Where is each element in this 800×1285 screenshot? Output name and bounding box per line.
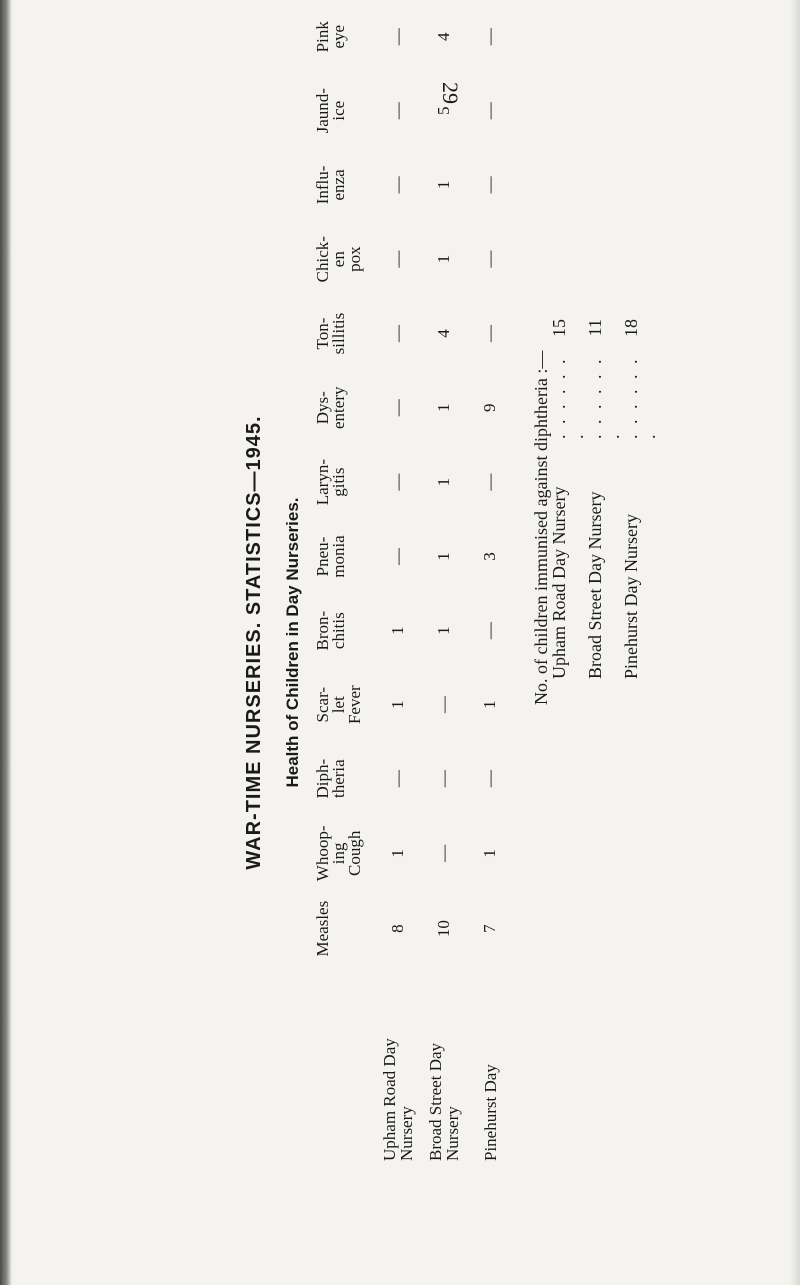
col-header-label: Jaund- ice [313,88,348,134]
table-cell: 1 [388,700,407,709]
table-cell: — [388,176,407,194]
table-cell: — [434,844,453,862]
leader-dots: . . . . . . . [585,356,623,439]
immunisation-summary [532,319,658,705]
col-header [315,222,375,297]
col-header [315,816,375,891]
table-cell: — [480,622,499,640]
table-cell: — [388,102,407,120]
table-cell: 4 [434,329,453,338]
table-cell: 1 [434,477,453,487]
table-cell: — [480,176,499,194]
table-cell: 1 [434,552,453,561]
table-cell: 4 [434,32,453,41]
col-header [315,296,375,370]
table-cell: 7 [480,924,499,933]
table-cell: — [388,28,407,46]
immunised-count: 15 [549,319,569,337]
col-header-label: Measles [313,900,332,957]
table-cell: 1 [434,403,453,412]
col-header-label: Bron- chitis [313,610,348,651]
table-cell: 1 [480,700,499,709]
page-title: WAR-TIME NURSERIES. STATISTICS—1945. [243,415,265,870]
table-cell: — [434,696,453,714]
table-cell: 3 [480,552,499,561]
col-header-label: Influ- enza [313,165,348,205]
table-cell: — [480,102,499,120]
col-header [315,445,375,520]
col-header [315,668,375,742]
col-header-label: Laryn- gitis [313,459,348,506]
nursery-name: Upham Road Day Nursery [549,486,569,679]
col-header [315,742,375,816]
table-cell: — [388,548,407,566]
table-cell: — [388,473,407,491]
table-cell: 1 [480,849,499,858]
table-cell: 1 [388,849,407,858]
table-row [467,0,513,1165]
row-label-text: Broad Street Day Nursery [426,1042,462,1161]
col-header-label: Diph- theria [313,758,348,799]
page-number: 29 [438,82,463,104]
table-row [375,0,421,1165]
table-subtitle: Health of Children in Day Nurseries. [283,497,302,788]
nursery-name: Broad Street Day Nursery [585,491,605,679]
col-header-label: Scar- let Fever [313,685,364,725]
table-cell: 5 [434,106,453,115]
table-cell: — [388,399,407,417]
table-cell: — [480,770,499,788]
col-header-label: Pink eye [313,21,348,53]
row-label-text: Upham Road Day Nursery [380,1038,416,1161]
header-corner [315,966,375,1165]
table-cell: 8 [388,924,407,933]
col-header [315,519,375,593]
table-cell: 9 [480,403,499,412]
immunisation-heading: No. of children immunised against diphtheria :— [531,350,551,705]
immunised-count: 18 [621,319,641,337]
leader-dots: . . . . . . . [549,356,587,439]
col-header-label: Ton- sillitis [313,312,348,355]
col-header-label: Chick- en pox [313,236,364,283]
col-header [315,73,375,147]
col-header [315,891,375,966]
immunisation-row [550,319,586,705]
immunised-count: 11 [585,319,605,337]
table-cell: 1 [434,254,453,264]
table-cell: 10 [434,920,453,938]
table-cell: 1 [434,626,453,635]
leader-dots: . . . . . . . [621,356,659,439]
table-cell: — [434,770,453,788]
row-label [375,966,421,1165]
table-cell: — [480,473,499,491]
col-header [315,371,375,445]
table-cell: — [388,770,407,788]
immunisation-row [622,319,658,705]
health-table [315,0,513,1165]
header-row [315,0,375,1165]
row-label [421,966,467,1165]
col-header-label: Pneu- monia [313,535,348,578]
row-label-text: Pinehurst Day [480,1064,500,1161]
col-header-label: Whoop- ing Cough [313,825,364,882]
col-header [315,148,375,222]
row-label [467,966,513,1165]
table-cell: — [480,250,499,268]
immunisation-row [586,319,622,705]
table-cell: 1 [388,626,407,635]
table-cell: — [388,250,407,268]
table-cell: 1 [434,180,453,190]
col-header [315,0,375,73]
table-row [421,0,467,1165]
table-cell: — [480,325,499,343]
col-header [315,594,375,668]
table-cell: — [388,325,407,343]
table-cell: — [480,28,499,46]
col-header-label: Dys- entery [313,386,348,429]
nursery-name: Pinehurst Day Nursery [621,514,641,679]
